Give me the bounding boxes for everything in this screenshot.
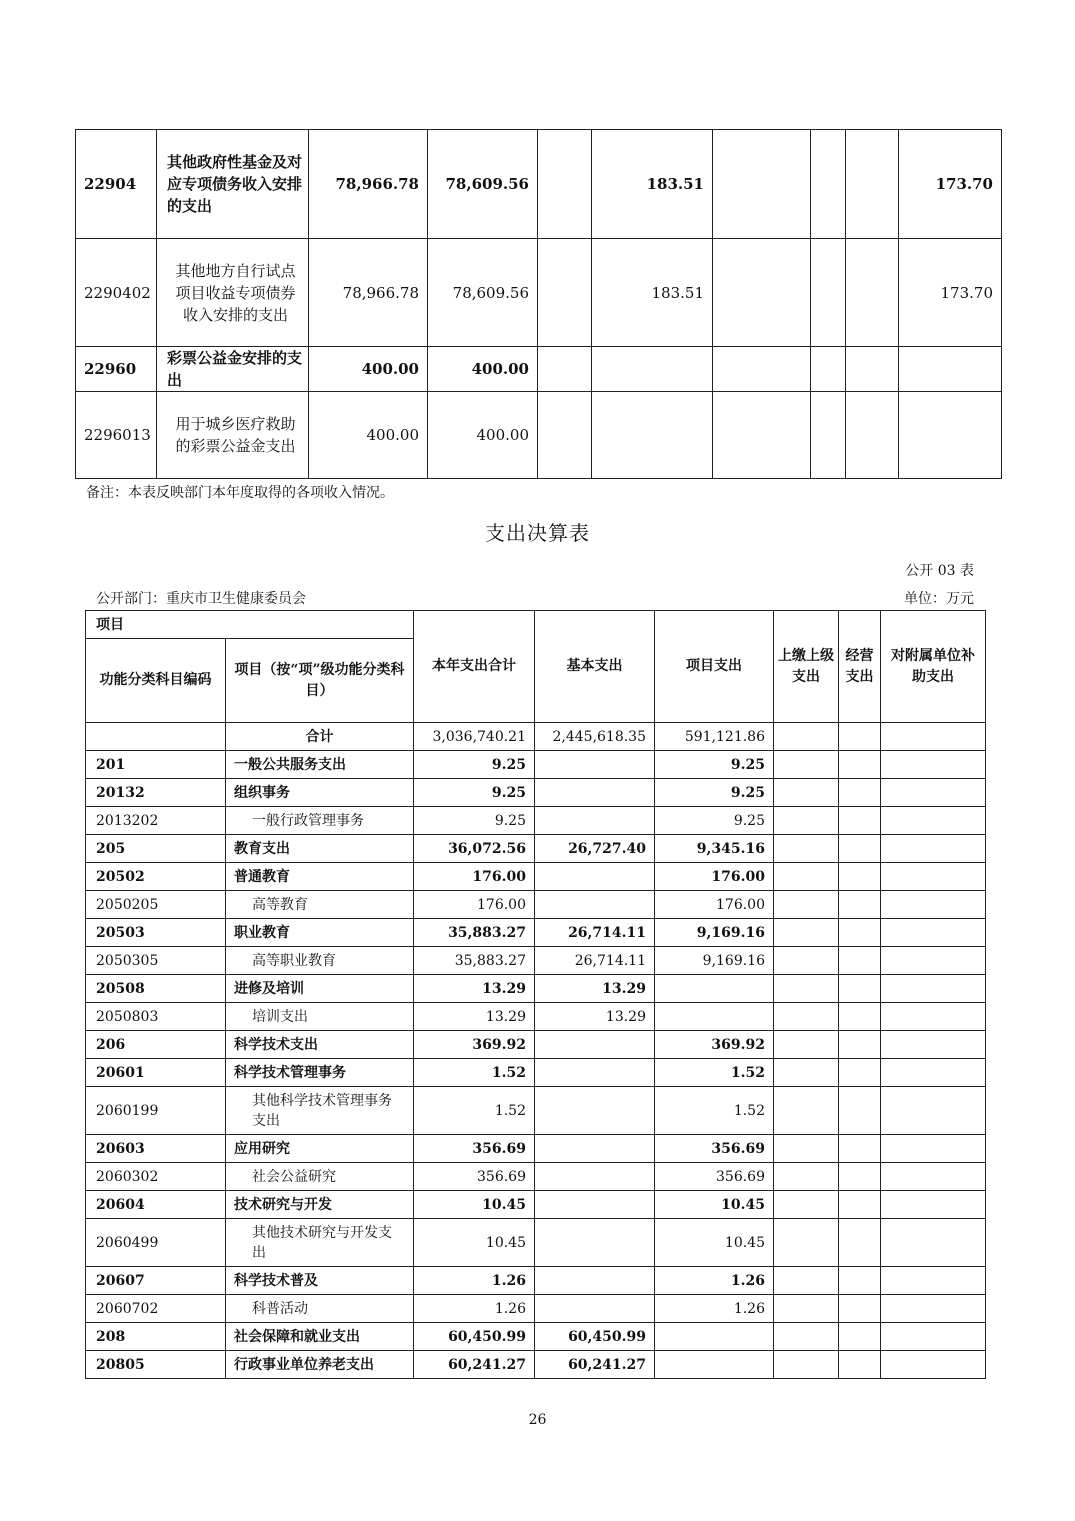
row-total: 176.00 <box>414 891 535 919</box>
table-row <box>76 130 1002 239</box>
row-project: 9.25 <box>655 779 774 807</box>
row-total: 1.26 <box>414 1267 535 1295</box>
empty-cell <box>774 1267 839 1295</box>
row-total: 60,241.27 <box>414 1351 535 1379</box>
row-name: 组织事务 <box>226 779 414 807</box>
header-subsidy: 对附属单位补助支出 <box>881 611 986 723</box>
row-value: 78,966.78 <box>309 239 428 347</box>
empty-cell <box>881 1323 986 1351</box>
table-row <box>86 751 986 779</box>
row-basic <box>535 779 655 807</box>
empty-cell <box>881 919 986 947</box>
row-total: 35,883.27 <box>414 919 535 947</box>
table-row <box>86 779 986 807</box>
row-value <box>538 130 592 239</box>
row-value <box>592 392 713 479</box>
table-row <box>86 1191 986 1219</box>
empty-cell <box>881 807 986 835</box>
empty-cell <box>774 751 839 779</box>
empty-cell <box>774 779 839 807</box>
empty-cell <box>774 1191 839 1219</box>
row-value: 78,966.78 <box>309 130 428 239</box>
row-basic <box>535 1059 655 1087</box>
row-value <box>713 347 811 392</box>
row-basic: 13.29 <box>535 975 655 1003</box>
row-name: 应用研究 <box>226 1135 414 1163</box>
empty-cell <box>881 1351 986 1379</box>
row-total: 9.25 <box>414 779 535 807</box>
row-value <box>538 392 592 479</box>
row-total: 10.45 <box>414 1219 535 1267</box>
table-row <box>86 1003 986 1031</box>
empty-cell <box>881 1191 986 1219</box>
row-code: 201 <box>86 751 226 779</box>
row-name: 科学技术普及 <box>226 1267 414 1295</box>
row-project <box>655 1323 774 1351</box>
row-name: 一般公共服务支出 <box>226 751 414 779</box>
section-title: 支出决算表 <box>485 521 590 545</box>
table-row <box>86 1031 986 1059</box>
row-name: 行政事业单位养老支出 <box>226 1351 414 1379</box>
row-name: 其他技术研究与开发支出 <box>226 1219 414 1267</box>
table-row <box>86 1351 986 1379</box>
empty-cell <box>881 1031 986 1059</box>
row-total: 9.25 <box>414 807 535 835</box>
row-total: 369.92 <box>414 1031 535 1059</box>
row-project: 1.52 <box>655 1087 774 1135</box>
header-basic: 基本支出 <box>535 611 655 723</box>
table-row <box>76 347 1002 392</box>
row-basic <box>535 1191 655 1219</box>
row-value <box>811 130 846 239</box>
row-basic <box>535 1219 655 1267</box>
row-value <box>713 392 811 479</box>
empty-cell <box>881 1087 986 1135</box>
row-value <box>538 239 592 347</box>
empty-cell <box>839 1059 881 1087</box>
empty-cell <box>839 1295 881 1323</box>
row-code: 2296013 <box>76 392 157 479</box>
row-project: 9,345.16 <box>655 835 774 863</box>
row-total: 60,450.99 <box>414 1323 535 1351</box>
empty-cell <box>774 1031 839 1059</box>
row-total: 1.52 <box>414 1059 535 1087</box>
row-value <box>899 347 1002 392</box>
row-name: 用于城乡医疗救助的彩票公益金支出 <box>157 392 309 479</box>
table-row <box>86 891 986 919</box>
empty-cell <box>774 947 839 975</box>
row-project: 356.69 <box>655 1163 774 1191</box>
empty-cell <box>881 835 986 863</box>
header-group-project: 项目 <box>86 611 414 639</box>
row-value: 400.00 <box>309 347 428 392</box>
row-total: 356.69 <box>414 1163 535 1191</box>
empty-cell <box>774 1087 839 1135</box>
row-name: 其他政府性基金及对应专项债务收入安排的支出 <box>157 130 309 239</box>
row-basic: 26,714.11 <box>535 919 655 947</box>
row-basic: 26,714.11 <box>535 947 655 975</box>
row-project: 1.26 <box>655 1267 774 1295</box>
row-code: 2050803 <box>86 1003 226 1031</box>
row-code: 22960 <box>76 347 157 392</box>
row-basic: 60,241.27 <box>535 1351 655 1379</box>
table-row <box>86 1219 986 1267</box>
row-name: 其他地方自行试点项目收益专项债券收入安排的支出 <box>157 239 309 347</box>
row-value <box>846 392 899 479</box>
empty-cell <box>881 1267 986 1295</box>
row-project: 1.52 <box>655 1059 774 1087</box>
table-row <box>86 863 986 891</box>
row-code: 206 <box>86 1031 226 1059</box>
row-project: 9.25 <box>655 807 774 835</box>
row-total: 13.29 <box>414 1003 535 1031</box>
row-value <box>592 347 713 392</box>
row-basic <box>535 1295 655 1323</box>
row-value <box>846 347 899 392</box>
total-project: 591,121.86 <box>655 723 774 751</box>
table-row <box>86 947 986 975</box>
row-code: 20604 <box>86 1191 226 1219</box>
row-name: 社会公益研究 <box>226 1163 414 1191</box>
empty-cell <box>774 1059 839 1087</box>
row-name: 普通教育 <box>226 863 414 891</box>
row-total: 1.52 <box>414 1087 535 1135</box>
row-project: 9,169.16 <box>655 919 774 947</box>
row-code: 20132 <box>86 779 226 807</box>
empty-cell <box>839 1003 881 1031</box>
row-code: 20508 <box>86 975 226 1003</box>
row-basic <box>535 1087 655 1135</box>
row-name: 进修及培训 <box>226 975 414 1003</box>
expense-table <box>85 610 986 1379</box>
row-total: 176.00 <box>414 863 535 891</box>
row-basic <box>535 1267 655 1295</box>
row-value <box>713 130 811 239</box>
row-value <box>899 392 1002 479</box>
empty-cell <box>839 1351 881 1379</box>
empty-cell <box>839 1191 881 1219</box>
empty-cell <box>839 1219 881 1267</box>
row-code: 205 <box>86 835 226 863</box>
row-project: 176.00 <box>655 863 774 891</box>
table-number: 公开 03 表 <box>905 563 974 579</box>
row-code: 20502 <box>86 863 226 891</box>
empty-cell <box>839 751 881 779</box>
row-project: 176.00 <box>655 891 774 919</box>
row-code: 2060499 <box>86 1219 226 1267</box>
empty-cell <box>839 863 881 891</box>
header-code: 功能分类科目编码 <box>86 639 226 723</box>
row-code: 20805 <box>86 1351 226 1379</box>
empty-cell <box>774 975 839 1003</box>
row-code: 20601 <box>86 1059 226 1087</box>
row-code: 2050205 <box>86 891 226 919</box>
row-value: 400.00 <box>428 347 538 392</box>
empty-cell <box>881 779 986 807</box>
empty-cell <box>881 1059 986 1087</box>
empty-cell <box>774 1295 839 1323</box>
department-label: 公开部门：重庆市卫生健康委员会 <box>96 591 306 607</box>
row-name: 技术研究与开发 <box>226 1191 414 1219</box>
empty-cell <box>881 975 986 1003</box>
row-name: 科普活动 <box>226 1295 414 1323</box>
table-row <box>86 1267 986 1295</box>
row-value: 400.00 <box>309 392 428 479</box>
table-row <box>86 835 986 863</box>
header-name: 项目（按“项”级功能分类科目） <box>226 639 414 723</box>
empty-cell <box>839 919 881 947</box>
empty-cell <box>774 919 839 947</box>
row-project: 10.45 <box>655 1191 774 1219</box>
row-value: 400.00 <box>428 392 538 479</box>
row-name: 一般行政管理事务 <box>226 807 414 835</box>
row-code: 20503 <box>86 919 226 947</box>
table-row <box>86 1087 986 1135</box>
row-value: 183.51 <box>592 130 713 239</box>
table-row <box>76 239 1002 347</box>
total-sum: 3,036,740.21 <box>414 723 535 751</box>
row-project: 1.26 <box>655 1295 774 1323</box>
row-total: 13.29 <box>414 975 535 1003</box>
empty-cell <box>881 891 986 919</box>
empty-cell <box>881 1219 986 1267</box>
table-row <box>86 919 986 947</box>
row-value <box>811 347 846 392</box>
table-row <box>86 975 986 1003</box>
row-code: 2050305 <box>86 947 226 975</box>
row-total: 10.45 <box>414 1191 535 1219</box>
row-project: 369.92 <box>655 1031 774 1059</box>
row-total: 35,883.27 <box>414 947 535 975</box>
unit-label: 单位：万元 <box>904 591 974 607</box>
row-name: 科学技术支出 <box>226 1031 414 1059</box>
empty-cell <box>881 723 986 751</box>
empty-cell <box>774 723 839 751</box>
row-value: 78,609.56 <box>428 130 538 239</box>
total-label: 合计 <box>226 723 414 751</box>
table-row <box>76 392 1002 479</box>
empty-cell <box>839 1163 881 1191</box>
row-name: 其他科学技术管理事务支出 <box>226 1087 414 1135</box>
row-project <box>655 1003 774 1031</box>
header-upper: 上缴上级支出 <box>774 611 839 723</box>
row-value <box>846 239 899 347</box>
row-code: 20603 <box>86 1135 226 1163</box>
row-code: 20607 <box>86 1267 226 1295</box>
row-basic: 13.29 <box>535 1003 655 1031</box>
empty-cell <box>839 947 881 975</box>
empty-cell <box>839 1267 881 1295</box>
total-row <box>86 723 986 751</box>
table-row <box>86 807 986 835</box>
row-basic <box>535 891 655 919</box>
empty-cell <box>839 975 881 1003</box>
total-code-cell <box>86 723 226 751</box>
empty-cell <box>881 751 986 779</box>
empty-cell <box>774 1219 839 1267</box>
empty-cell <box>881 947 986 975</box>
row-basic: 26,727.40 <box>535 835 655 863</box>
table-row <box>86 1059 986 1087</box>
row-name: 培训支出 <box>226 1003 414 1031</box>
empty-cell <box>839 807 881 835</box>
empty-cell <box>881 1295 986 1323</box>
row-code: 2060702 <box>86 1295 226 1323</box>
row-project: 10.45 <box>655 1219 774 1267</box>
row-code: 2060302 <box>86 1163 226 1191</box>
header-business: 经营支出 <box>839 611 881 723</box>
row-name: 高等职业教育 <box>226 947 414 975</box>
row-name: 科学技术管理事务 <box>226 1059 414 1087</box>
row-basic <box>535 751 655 779</box>
row-value: 173.70 <box>899 239 1002 347</box>
row-name: 职业教育 <box>226 919 414 947</box>
row-code: 2060199 <box>86 1087 226 1135</box>
row-value <box>811 239 846 347</box>
empty-cell <box>839 723 881 751</box>
empty-cell <box>839 1031 881 1059</box>
empty-cell <box>839 1323 881 1351</box>
empty-cell <box>839 835 881 863</box>
empty-cell <box>774 863 839 891</box>
row-value <box>811 392 846 479</box>
empty-cell <box>881 1003 986 1031</box>
row-code: 2290402 <box>76 239 157 347</box>
row-value <box>713 239 811 347</box>
row-value: 183.51 <box>592 239 713 347</box>
row-value <box>846 130 899 239</box>
row-project: 9.25 <box>655 751 774 779</box>
empty-cell <box>881 1163 986 1191</box>
income-table-continued <box>75 129 1002 479</box>
row-code: 22904 <box>76 130 157 239</box>
empty-cell <box>839 1135 881 1163</box>
row-name: 社会保障和就业支出 <box>226 1323 414 1351</box>
table-note: 备注：本表反映部门本年度取得的各项收入情况。 <box>86 485 394 501</box>
row-project: 356.69 <box>655 1135 774 1163</box>
row-basic <box>535 807 655 835</box>
row-project <box>655 975 774 1003</box>
table-row <box>86 1323 986 1351</box>
row-name: 高等教育 <box>226 891 414 919</box>
empty-cell <box>774 1163 839 1191</box>
row-total: 1.26 <box>414 1295 535 1323</box>
row-project <box>655 1351 774 1379</box>
empty-cell <box>839 779 881 807</box>
empty-cell <box>839 891 881 919</box>
empty-cell <box>774 835 839 863</box>
empty-cell <box>839 1087 881 1135</box>
row-basic <box>535 1031 655 1059</box>
empty-cell <box>774 1351 839 1379</box>
header-total: 本年支出合计 <box>414 611 535 723</box>
row-total: 36,072.56 <box>414 835 535 863</box>
table-row <box>86 1163 986 1191</box>
row-basic <box>535 1163 655 1191</box>
table-row <box>86 1135 986 1163</box>
row-code: 2013202 <box>86 807 226 835</box>
empty-cell <box>774 1135 839 1163</box>
empty-cell <box>774 807 839 835</box>
row-name: 教育支出 <box>226 835 414 863</box>
row-code: 208 <box>86 1323 226 1351</box>
empty-cell <box>881 1135 986 1163</box>
empty-cell <box>881 863 986 891</box>
page-number: 26 <box>528 1412 547 1428</box>
row-basic: 60,450.99 <box>535 1323 655 1351</box>
row-basic <box>535 1135 655 1163</box>
total-basic: 2,445,618.35 <box>535 723 655 751</box>
row-value: 173.70 <box>899 130 1002 239</box>
row-name: 彩票公益金安排的支出 <box>157 347 309 392</box>
empty-cell <box>774 1003 839 1031</box>
row-total: 356.69 <box>414 1135 535 1163</box>
row-total: 9.25 <box>414 751 535 779</box>
row-value: 78,609.56 <box>428 239 538 347</box>
empty-cell <box>774 1323 839 1351</box>
header-project: 项目支出 <box>655 611 774 723</box>
table-row <box>86 1295 986 1323</box>
row-basic <box>535 863 655 891</box>
row-value <box>538 347 592 392</box>
row-project: 9,169.16 <box>655 947 774 975</box>
empty-cell <box>774 891 839 919</box>
